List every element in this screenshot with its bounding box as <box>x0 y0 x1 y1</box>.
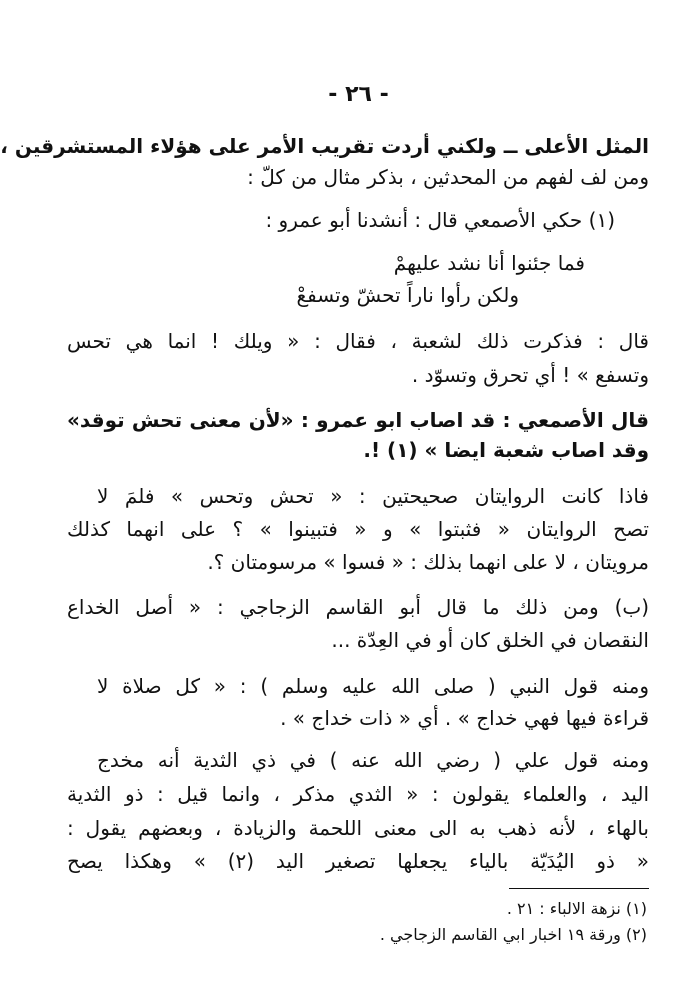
text-line: مرويتان ، لا على انهما بذلك : « فسوا » مرسومتان ؟. <box>207 550 649 574</box>
text-line: اليد ، والعلماء يقولون : « الثدي مذكر ، وانما قيل : ذو الثدية <box>67 782 649 806</box>
text-line: قال : فذكرت ذلك لشعبة ، فقال : « ويلك ! انما هي تحس <box>67 329 649 353</box>
text-line: « ذو اليُدَيّة بالياء يجعلها تصغير اليد (٢) » وهكذا يصح <box>67 849 649 873</box>
text-line: ومنه قول النبي ( صلى الله عليه وسلم ) : « كل صلاة لا <box>97 674 649 698</box>
text-line: ومن لف لفهم من المحدثين ، بذكر مثال من كلّ : <box>247 165 649 189</box>
text-line: النقصان في الخلق كان أو في العِدّة ... <box>331 628 649 652</box>
text-line: فاذا كانت الروايتان صحيحتين : « تحش وتحس » فلمَ لا <box>97 484 649 508</box>
section-heading-a: (١) حكي الأصمعي قال : أنشدنا أبو عمرو : <box>265 208 615 232</box>
text-line: قراءة فيها فهي خداج » . أي « ذات خداج » . <box>280 706 649 730</box>
verse-line: ولكن رأوا ناراً تحشّ وتسفعْ <box>296 283 519 307</box>
page-number: - ٢٦ - <box>328 82 389 107</box>
text-line: وتسفع » ! أي تحرق وتسوّد . <box>411 363 649 387</box>
verse-line: فما جئنوا أنا نشد عليهمْ <box>393 251 585 275</box>
text-line: ومنه قول علي ( رضي الله عنه ) في ذي الثدية أنه مخدج <box>97 748 649 772</box>
footnote-divider <box>509 888 649 889</box>
footnote: (٢) ورقة ١٩ اخبار ابي القاسم الزجاجي . <box>379 925 647 944</box>
text-line: تصح الروايتان « فثبتوا » و « فتبينوا » ؟ على انهما كذلك <box>67 517 649 541</box>
footnote: (١) نزهة الالباء : ٢١ . <box>506 899 647 918</box>
text-line: وقد اصاب شعبة ايضا » (١) !. <box>363 438 649 462</box>
text-line: قال الأصمعي : قد اصاب ابو عمرو : «لأن معنى تحش توقد» <box>67 408 649 432</box>
text-line: المثل الأعلى ــ ولكني أردت تقريب الأمر على هؤلاء المستشرقين ، <box>0 134 649 158</box>
text-line: (ب) ومن ذلك ما قال أبو القاسم الزجاجي : « أصل الخداع <box>67 595 649 619</box>
text-line: بالهاء ، لأنه ذهب به الى معنى اللحمة والزيادة ، وبعضهم يقول : <box>67 816 649 840</box>
